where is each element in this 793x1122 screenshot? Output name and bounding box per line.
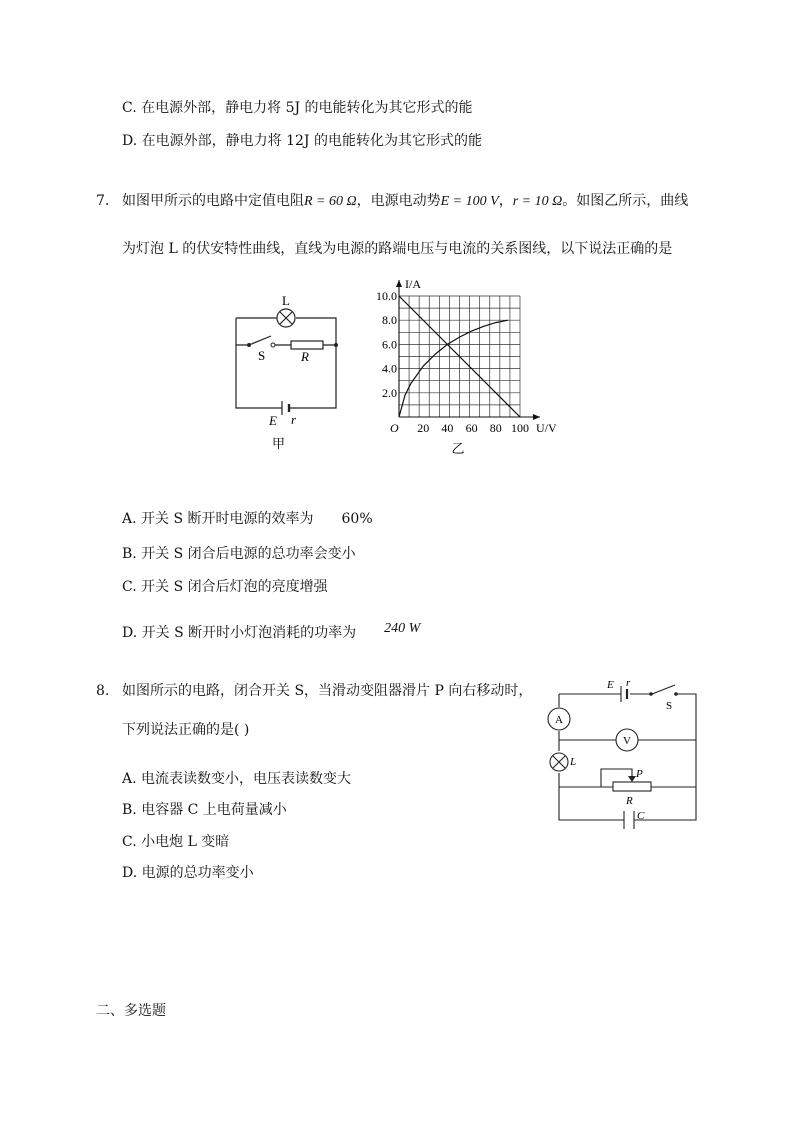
label-r: r [291,412,297,427]
x-axis-arrow [533,414,540,420]
q7-chart-yi [362,278,562,458]
label-L: L [282,293,290,308]
q7-option-d-text: D. 开关 S 断开时小灯泡消耗的功率为 [122,625,357,641]
q7-stem-line1 [122,191,688,212]
q8-number: 8. [96,683,110,699]
q7-R-expr: R = 60 Ω [304,194,357,209]
q7-option-d [122,623,420,644]
q8-label-r: r [626,677,631,689]
q8-label-A: A [555,714,563,726]
x-tick-label: 100 [511,421,529,435]
x-tick-label: 20 [417,421,430,435]
section-title: 二、多选题 [96,1003,166,1019]
q8-switch-blade [652,685,675,694]
q8-stem-line1: 如图所示的电路，闭合开关 S，当滑动变阻器滑片 P 向右移动时， [122,683,533,699]
x-tick-label: 80 [489,421,502,435]
q7-stem-part2: ，电源电动势 [356,193,441,209]
label-S: S [258,348,266,363]
q8-option-d: D. 电源的总功率变小 [122,865,254,881]
y-axis-arrow [396,280,402,287]
resistor-R [291,341,323,349]
x-tick-label: 60 [465,421,478,435]
q8-label-V: V [623,735,631,747]
q7-stem-line2: 为灯泡 L 的伏安特性曲线，直线为电源的路端电压与电流的关系图线，以下说法正确的是 [122,241,673,257]
y-axis-label: I/A [405,278,421,291]
q8-label-P: P [636,768,643,780]
q7-E-expr: E = 100 V [440,194,499,209]
switch-contact-right [271,343,275,347]
x-axis-label: U/V [536,421,557,435]
y-tick-label: 6.0 [382,337,397,352]
q8-label-S: S [666,700,673,712]
x-tick-label: 40 [441,421,454,435]
label-R: R [301,349,309,364]
q8-circuit [538,675,708,835]
q7-r-expr: r = 10 Ω [512,194,563,209]
q8-label-E: E [607,679,614,691]
circuit-wires [236,318,336,408]
q7-circuit-jia [225,290,350,455]
q7-option-b: B. 开关 S 闭合后电源的总功率会变小 [122,546,356,562]
q6-option-c: C. 在电源外部，静电力将 5J 的电能转化为其它形式的能 [122,100,473,116]
q7-option-a-value: 60% [341,511,373,527]
q7-option-a [122,509,373,529]
chart-caption: 乙 [451,441,465,456]
q8-option-b: B. 电容器 C 上电荷量减小 [122,802,287,818]
junction-dot [334,343,338,347]
q8-switch-right [674,692,678,696]
q7-option-c: C. 开关 S 闭合后灯泡的亮度增强 [122,579,328,595]
y-tick-label: 2.0 [382,385,397,400]
switch-blade [236,336,271,345]
q7-sep: ， [498,193,513,209]
origin-label: O [390,421,399,435]
label-E: E [269,413,277,428]
q7-stem-part1: 如图甲所示的电路中定值电阻 [122,193,304,209]
y-tick-label: 8.0 [382,313,397,328]
rheostat-R [613,782,651,791]
q6-option-d: D. 在电源外部，静电力将 12J 的电能转化为其它形式的能 [122,133,482,149]
q7-option-a-text: A. 开关 S 断开时电源的效率为 [122,511,314,527]
slider-arrow-icon [628,776,636,782]
q8-stem-line2: 下列说法正确的是( ) [122,722,250,738]
caption-jia: 甲 [272,436,286,451]
y-tick-label: 4.0 [382,361,397,376]
q8-option-c: C. 小电炮 L 变暗 [122,834,230,850]
q7-stem-part3: 。如图乙所示，曲线 [562,193,689,209]
q8-label-L: L [570,756,577,768]
y-tick-label: 10.0 [376,289,397,303]
q7-option-d-value: 240 W [384,621,421,636]
q8-label-R: R [626,795,633,807]
q8-option-a: A. 电流表读数变小，电压表读数变大 [122,771,352,787]
q7-number: 7. [96,193,110,209]
q8-label-C: C [637,810,645,822]
